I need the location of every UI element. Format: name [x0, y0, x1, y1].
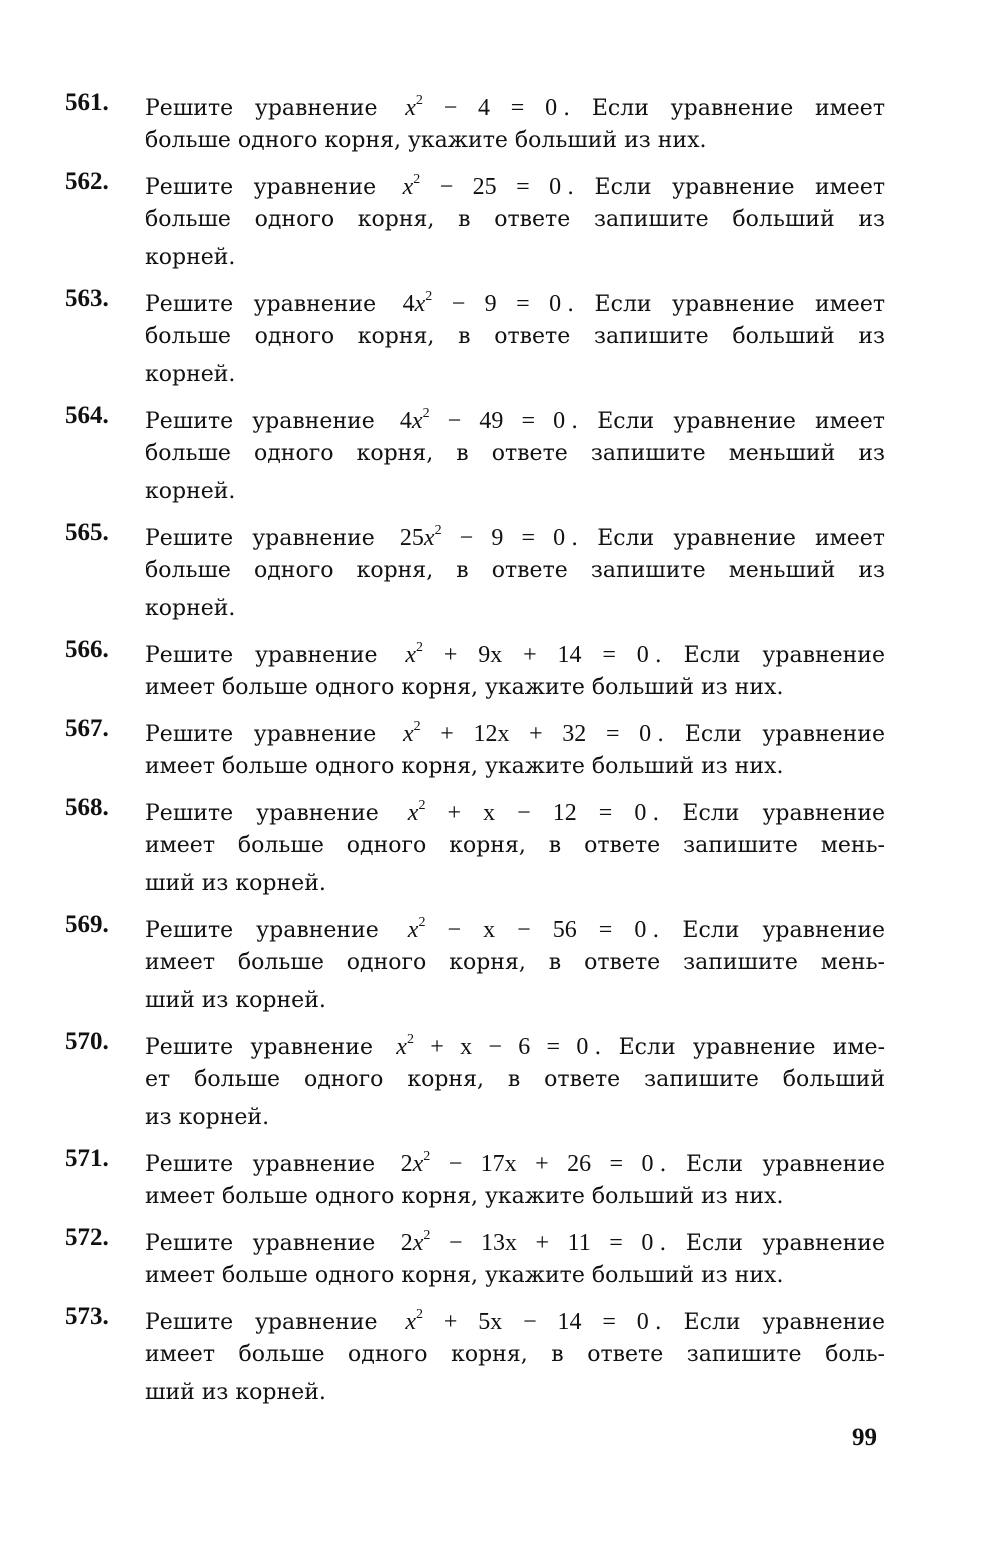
problem-text — [145, 1298, 885, 1412]
variable: x — [414, 291, 426, 317]
equation — [403, 721, 651, 747]
equation-rest: − 17x + 26 = 0 — [430, 1151, 654, 1177]
exponent: 2 — [425, 289, 433, 304]
variable: x — [396, 1034, 407, 1060]
equation — [396, 1034, 588, 1060]
variable: x — [402, 174, 414, 200]
problem-line: корней. — [145, 245, 236, 270]
problem-line: из корней. — [145, 1105, 270, 1130]
problem-line — [145, 906, 885, 944]
problem-item — [65, 710, 885, 786]
equation — [405, 95, 557, 121]
problem-text — [145, 1219, 885, 1295]
problem-line: имеет больше одного корня, укажите больший из них. — [145, 675, 784, 700]
problem-line — [145, 1140, 885, 1178]
problem-text — [145, 631, 885, 707]
equation — [405, 642, 648, 668]
problem-text — [145, 1023, 885, 1137]
exponent: 2 — [413, 172, 421, 187]
problem-number: 573. — [65, 1303, 109, 1330]
tail-text: . Если уравнение — [654, 1310, 885, 1335]
problem-line — [145, 1023, 885, 1061]
problem-item — [65, 1219, 885, 1295]
problem-number: 569. — [65, 911, 109, 938]
lead-text: Решите уравнение — [145, 175, 377, 200]
exponent: 2 — [413, 719, 421, 734]
coefficient: 2 — [400, 1151, 413, 1177]
problem-item — [65, 280, 885, 394]
problem-line: имеет больше одного корня, укажите больший из них. — [145, 754, 784, 779]
lead-text: Решите уравнение — [145, 801, 379, 826]
equation — [408, 800, 647, 826]
problem-line: ет больше одного корня, в ответе запишите больший — [145, 1067, 885, 1092]
variable: x — [405, 1309, 417, 1335]
problem-line: больше одного корня, в ответе запишите больший из — [145, 207, 885, 232]
problem-line — [145, 789, 885, 827]
problem-number: 572. — [65, 1224, 109, 1251]
tail-text: . Если уравнение — [659, 1152, 886, 1177]
exponent: 2 — [416, 1307, 424, 1322]
variable: x — [405, 95, 416, 121]
problem-line: имеет больше одного корня, в ответе запишите боль- — [145, 1342, 885, 1367]
page-number: 99 — [852, 1424, 877, 1451]
problem-line — [145, 1219, 885, 1257]
equation — [408, 917, 647, 943]
problem-number: 562. — [65, 168, 109, 195]
problem-line — [145, 163, 885, 201]
problem-item — [65, 631, 885, 707]
equation — [400, 525, 565, 551]
problem-line — [145, 280, 885, 318]
problem-line — [145, 397, 885, 435]
problem-line: имеет больше одного корня, укажите больший из них. — [145, 1263, 784, 1288]
lead-text: Решите уравнение — [145, 96, 378, 121]
equation-rest: + 5x − 14 = 0 — [423, 1309, 649, 1335]
coefficient: 4 — [402, 291, 415, 317]
problem-line — [145, 514, 885, 552]
problem-item — [65, 906, 885, 1020]
problem-line: больше одного корня, в ответе запишите меньший из — [145, 441, 885, 466]
problem-number: 567. — [65, 715, 109, 742]
problem-item — [65, 1298, 885, 1412]
tail-text: . Если уравнение имеет — [571, 526, 885, 551]
tail-text: . Если уравнение — [652, 801, 885, 826]
variable: x — [411, 408, 423, 434]
equation — [400, 408, 565, 434]
tail-text: . Если уравнение — [654, 643, 885, 668]
exponent: 2 — [434, 523, 442, 538]
variable: x — [412, 1151, 424, 1177]
equation — [401, 1151, 654, 1177]
problem-line: корней. — [145, 479, 236, 504]
lead-text: Решите уравнение — [145, 292, 377, 317]
problem-number: 568. — [65, 794, 109, 821]
variable: x — [407, 917, 419, 943]
equation — [403, 174, 562, 200]
problem-line: ший из корней. — [145, 871, 326, 896]
problem-line: корней. — [145, 596, 236, 621]
lead-text: Решите уравнение — [145, 918, 379, 943]
tail-text: . Если уравнение име- — [594, 1035, 885, 1060]
equation-rest: − 25 = 0 — [420, 174, 562, 200]
exponent: 2 — [423, 1228, 431, 1243]
problem-number: 561. — [65, 89, 109, 116]
problem-item — [65, 1140, 885, 1216]
problem-item — [65, 163, 885, 277]
problem-text — [145, 906, 885, 1020]
tail-text: . Если уравнение — [652, 918, 885, 943]
lead-text: Решите уравнение — [145, 409, 375, 434]
problem-text — [145, 514, 885, 628]
equation-rest: − 49 = 0 — [429, 408, 566, 434]
equation-rest: − 9 = 0 — [441, 525, 566, 551]
problem-line: корней. — [145, 362, 236, 387]
problem-item — [65, 1023, 885, 1137]
problem-number: 570. — [65, 1028, 109, 1055]
coefficient: 25 — [399, 525, 424, 551]
equation — [401, 1230, 654, 1256]
exponent: 2 — [406, 1032, 414, 1047]
exponent: 2 — [422, 406, 430, 421]
equation-rest: − 13x + 11 = 0 — [430, 1230, 654, 1256]
problem-number: 565. — [65, 519, 109, 546]
coefficient: 2 — [400, 1230, 413, 1256]
lead-text: Решите уравнение — [145, 643, 378, 668]
problem-item — [65, 397, 885, 511]
equation-rest: − x − 56 = 0 — [425, 917, 647, 943]
equation-rest: + x − 12 = 0 — [425, 800, 647, 826]
problem-text — [145, 710, 885, 786]
problem-line: имеет больше одного корня, в ответе запишите мень- — [145, 833, 885, 858]
variable: x — [407, 800, 419, 826]
variable: x — [412, 1230, 424, 1256]
exponent: 2 — [415, 93, 423, 108]
problem-line: имеет больше одного корня, укажите больший из них. — [145, 1184, 784, 1209]
equation-rest: + 12x + 32 = 0 — [420, 721, 652, 747]
problem-line — [145, 84, 885, 122]
problem-line: ший из корней. — [145, 1380, 326, 1405]
problem-text — [145, 84, 885, 160]
problem-item — [65, 84, 885, 160]
problem-line — [145, 631, 885, 669]
lead-text: Решите уравнение — [145, 1035, 373, 1060]
problem-list — [65, 84, 885, 1415]
variable: x — [402, 721, 414, 747]
problem-text — [145, 163, 885, 277]
problem-text — [145, 280, 885, 394]
exponent: 2 — [423, 1149, 431, 1164]
exponent: 2 — [416, 640, 424, 655]
problem-line: ший из корней. — [145, 988, 326, 1013]
variable: x — [423, 525, 435, 551]
lead-text: Решите уравнение — [145, 1152, 376, 1177]
coefficient: 4 — [399, 408, 412, 434]
lead-text: Решите уравнение — [145, 526, 375, 551]
exponent: 2 — [418, 798, 426, 813]
problem-line: больше одного корня, в ответе запишите больший из — [145, 324, 885, 349]
problem-item — [65, 514, 885, 628]
problem-number: 564. — [65, 402, 109, 429]
exponent: 2 — [418, 915, 426, 930]
equation — [403, 291, 562, 317]
problem-number: 571. — [65, 1145, 109, 1172]
lead-text: Решите уравнение — [145, 1231, 376, 1256]
equation-rest: − 9 = 0 — [432, 291, 562, 317]
problem-line: больше одного корня, в ответе запишите меньший из — [145, 558, 885, 583]
problem-line — [145, 1298, 885, 1336]
equation-rest: + x − 6 = 0 — [413, 1034, 589, 1060]
equation-rest: + 9x + 14 = 0 — [423, 642, 649, 668]
problem-item — [65, 789, 885, 903]
problem-line: больше одного корня, укажите больший из них. — [145, 128, 707, 153]
tail-text: . Если уравнение имеет — [563, 96, 885, 121]
equation — [405, 1309, 648, 1335]
tail-text: . Если уравнение имеет — [567, 292, 886, 317]
problem-line: имеет больше одного корня, в ответе запишите мень- — [145, 950, 885, 975]
problem-number: 566. — [65, 636, 109, 663]
tail-text: . Если уравнение — [657, 722, 885, 747]
equation-rest: − 4 = 0 — [422, 95, 558, 121]
lead-text: Решите уравнение — [145, 722, 377, 747]
tail-text: . Если уравнение — [659, 1231, 885, 1256]
problem-text — [145, 397, 885, 511]
problem-line — [145, 710, 885, 748]
problem-text — [145, 789, 885, 903]
tail-text: . Если уравнение имеет — [571, 409, 885, 434]
variable: x — [405, 642, 417, 668]
tail-text: . Если уравнение имеет — [567, 175, 886, 200]
problem-number: 563. — [65, 285, 109, 312]
lead-text: Решите уравнение — [145, 1310, 378, 1335]
problem-text — [145, 1140, 885, 1216]
